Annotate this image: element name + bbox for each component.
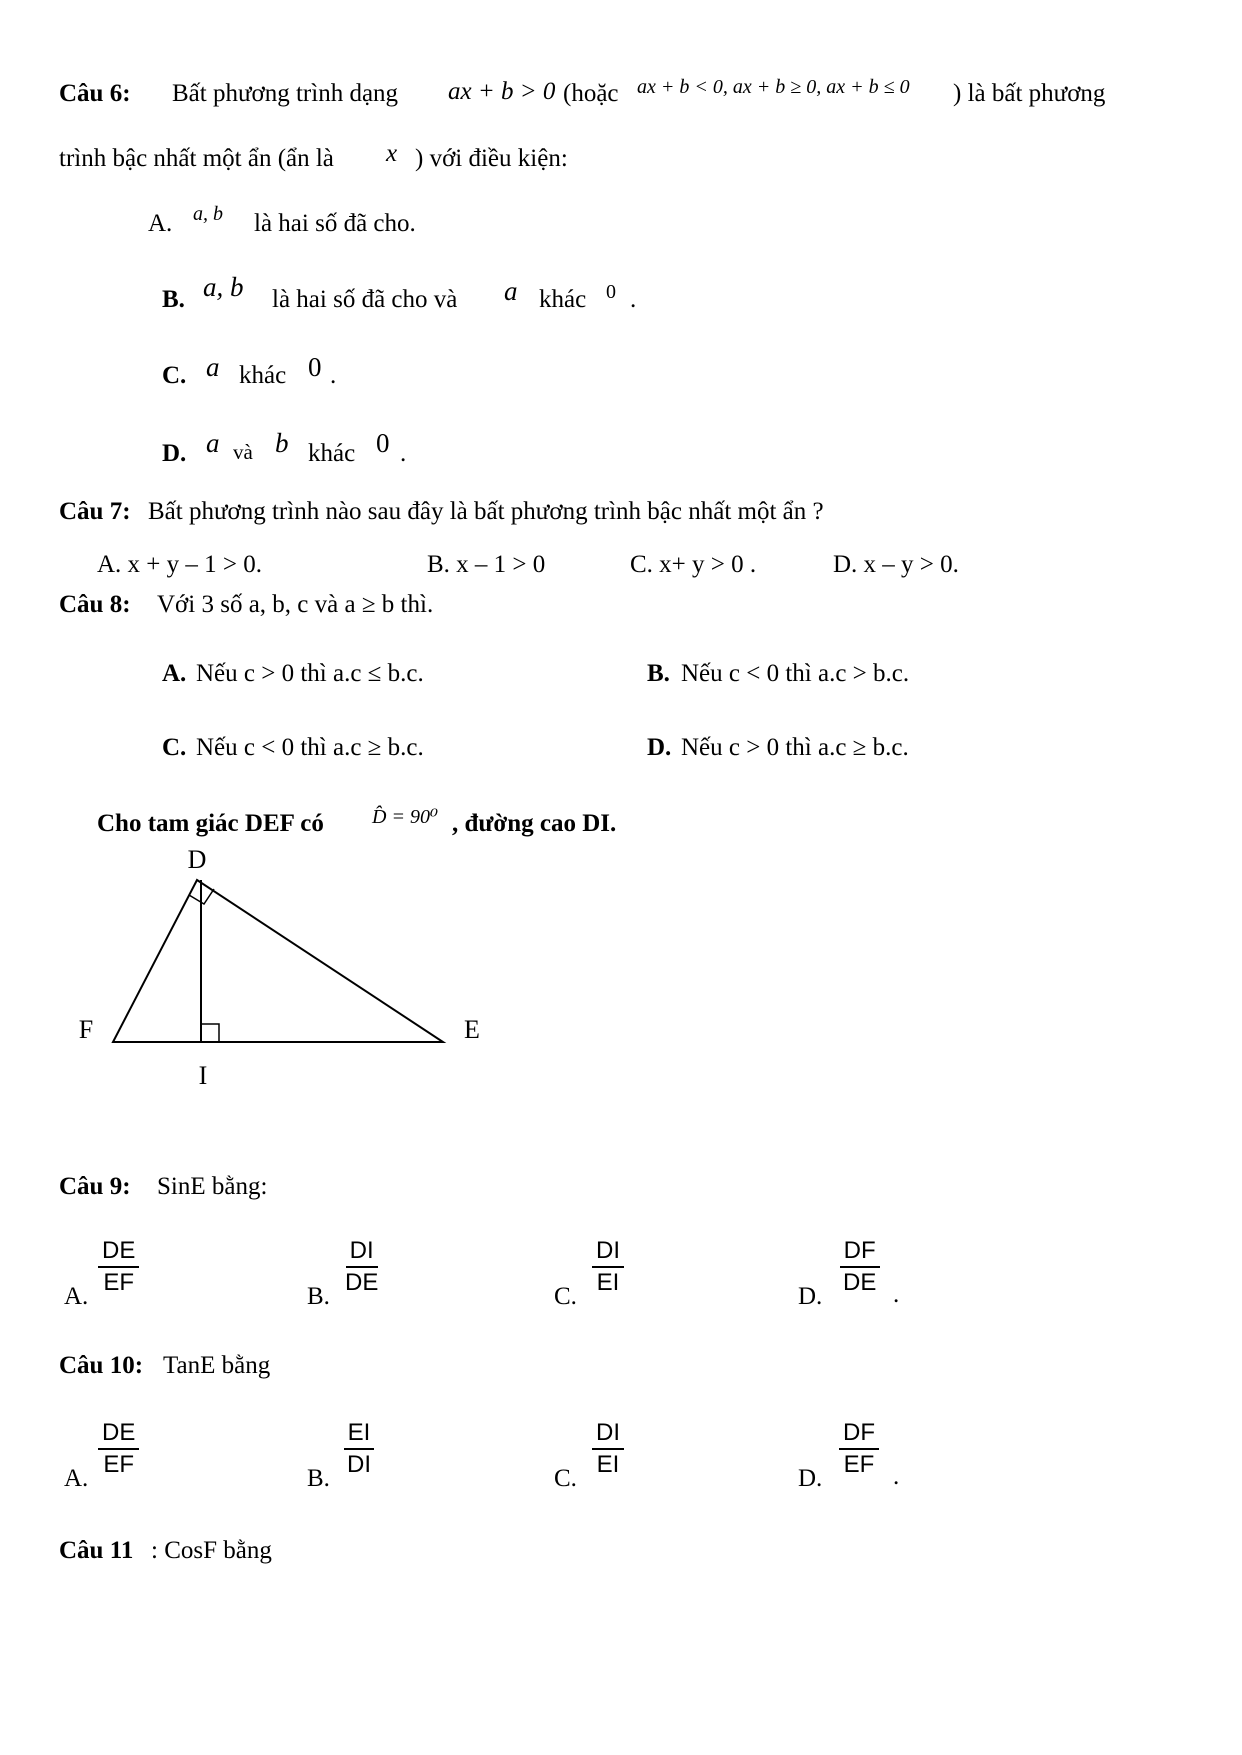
fraction bbox=[343, 1418, 375, 1480]
question-label: Câu 11 bbox=[59, 1537, 134, 1564]
vertex-label-e: E bbox=[464, 1015, 480, 1044]
option-text: là hai số đã cho. bbox=[254, 210, 416, 237]
numerator: DI bbox=[592, 1418, 624, 1450]
right-angle-mark-i bbox=[201, 1024, 219, 1042]
punctuation: . bbox=[893, 1463, 900, 1490]
numerator: DF bbox=[839, 1418, 879, 1450]
math-variable: a bbox=[206, 428, 220, 458]
numerator: DI bbox=[346, 1236, 378, 1268]
vertex-label-d: D bbox=[187, 845, 207, 874]
option-letter: B. bbox=[647, 660, 670, 687]
punctuation: . bbox=[330, 362, 337, 389]
option-letter: A. bbox=[64, 1283, 89, 1310]
fraction bbox=[592, 1418, 624, 1480]
fraction bbox=[839, 1236, 880, 1298]
math-variable: a bbox=[504, 276, 518, 306]
math-number: 0 bbox=[376, 428, 390, 458]
math-variable: x bbox=[386, 140, 398, 167]
question-label: Câu 8: bbox=[59, 591, 131, 618]
option-letter: D. bbox=[798, 1465, 823, 1492]
punctuation: . bbox=[893, 1281, 900, 1308]
triangle-figure bbox=[0, 840, 520, 1100]
option-text: khác bbox=[239, 362, 287, 389]
option-text: Nếu c < 0 thì a.c > b.c. bbox=[681, 660, 910, 687]
option-text: Nếu c < 0 thì a.c ≥ b.c. bbox=[196, 734, 424, 761]
denominator: DE bbox=[843, 1269, 877, 1296]
intro-text: , đường cao DI. bbox=[452, 810, 617, 837]
option-a[interactable]: A. x + y – 1 > 0. bbox=[97, 551, 263, 578]
option-text: là hai số đã cho và bbox=[272, 286, 458, 313]
question-text: ) là bất phương bbox=[953, 80, 1106, 107]
fraction bbox=[98, 1418, 139, 1480]
fraction bbox=[839, 1418, 879, 1480]
option-letter: A. bbox=[64, 1465, 89, 1492]
fraction bbox=[341, 1236, 382, 1298]
math-variable: a, b bbox=[193, 203, 223, 225]
question-label: Câu 7: bbox=[59, 498, 131, 525]
numerator: DI bbox=[592, 1236, 624, 1268]
question-text: Bất phương trình dạng bbox=[172, 80, 399, 107]
question-text: trình bậc nhất một ẩn (ẩn là bbox=[59, 145, 334, 172]
option-text: Nếu c > 0 thì a.c ≤ b.c. bbox=[196, 660, 424, 687]
option-text: khác bbox=[539, 286, 587, 313]
question-text: (hoặc bbox=[563, 80, 619, 107]
option-text: Nếu c > 0 thì a.c ≥ b.c. bbox=[681, 734, 909, 761]
option-letter: C. bbox=[554, 1283, 577, 1310]
option-text: và bbox=[233, 440, 253, 464]
option-text: khác bbox=[308, 440, 356, 467]
denominator: EI bbox=[596, 1269, 620, 1296]
math-variable: b bbox=[275, 428, 289, 458]
question-text: Bất phương trình nào sau đây là bất phương trình bậc nhất một ẩn ? bbox=[148, 498, 824, 525]
numerator: DE bbox=[98, 1236, 139, 1268]
fraction bbox=[98, 1236, 139, 1298]
option-d[interactable]: D. x – y > 0. bbox=[833, 551, 959, 578]
numerator: DE bbox=[98, 1418, 139, 1450]
math-variable: a bbox=[206, 352, 220, 382]
intro-text: Cho tam giác DEF có bbox=[97, 810, 324, 837]
option-letter: C. bbox=[554, 1465, 577, 1492]
denominator: EF bbox=[103, 1451, 134, 1478]
math-variable: a, b bbox=[203, 272, 244, 302]
option-c[interactable]: C. x+ y > 0 . bbox=[630, 551, 757, 578]
option-letter: B. bbox=[162, 286, 185, 313]
math-expression: ax + b > 0 bbox=[448, 78, 556, 105]
option-letter: A. bbox=[148, 210, 173, 237]
option-letter: C. bbox=[162, 362, 187, 389]
option-letter: B. bbox=[307, 1465, 330, 1492]
fraction bbox=[592, 1236, 624, 1298]
option-b[interactable]: B. x – 1 > 0 bbox=[427, 551, 546, 578]
vertex-label-f: F bbox=[78, 1015, 94, 1044]
denominator: DI bbox=[347, 1451, 371, 1478]
angle-expression: D̂ = 90⁰ bbox=[372, 806, 438, 828]
point-label-i: I bbox=[198, 1061, 208, 1090]
denominator: DE bbox=[345, 1269, 379, 1296]
denominator: EI bbox=[596, 1451, 620, 1478]
punctuation: . bbox=[630, 286, 637, 313]
question-label: Câu 9: bbox=[59, 1173, 131, 1200]
option-letter: C. bbox=[162, 734, 187, 761]
math-expression: ax + b < 0, ax + b ≥ 0, ax + b ≤ 0 bbox=[637, 76, 910, 98]
question-label: Câu 10: bbox=[59, 1352, 144, 1379]
numerator: EI bbox=[344, 1418, 375, 1450]
question-text: Với 3 số a, b, c và a ≥ b thì. bbox=[157, 591, 434, 618]
math-number: 0 bbox=[308, 352, 322, 382]
option-letter: A. bbox=[162, 660, 187, 687]
triangle-def bbox=[113, 880, 443, 1042]
option-letter: D. bbox=[647, 734, 672, 761]
option-letter: D. bbox=[162, 440, 187, 467]
denominator: EF bbox=[103, 1269, 134, 1296]
math-number: 0 bbox=[606, 281, 616, 303]
question-text: TanE bằng bbox=[163, 1352, 271, 1379]
question-text: SinE bằng: bbox=[157, 1173, 268, 1200]
punctuation: . bbox=[400, 440, 407, 467]
question-text: ) với điều kiện: bbox=[415, 145, 568, 172]
denominator: EF bbox=[843, 1451, 875, 1478]
option-letter: D. bbox=[798, 1283, 823, 1310]
question-label: Câu 6: bbox=[59, 80, 131, 107]
option-letter: B. bbox=[307, 1283, 330, 1310]
question-text: : CosF bằng bbox=[151, 1537, 272, 1564]
numerator: DF bbox=[840, 1236, 880, 1268]
